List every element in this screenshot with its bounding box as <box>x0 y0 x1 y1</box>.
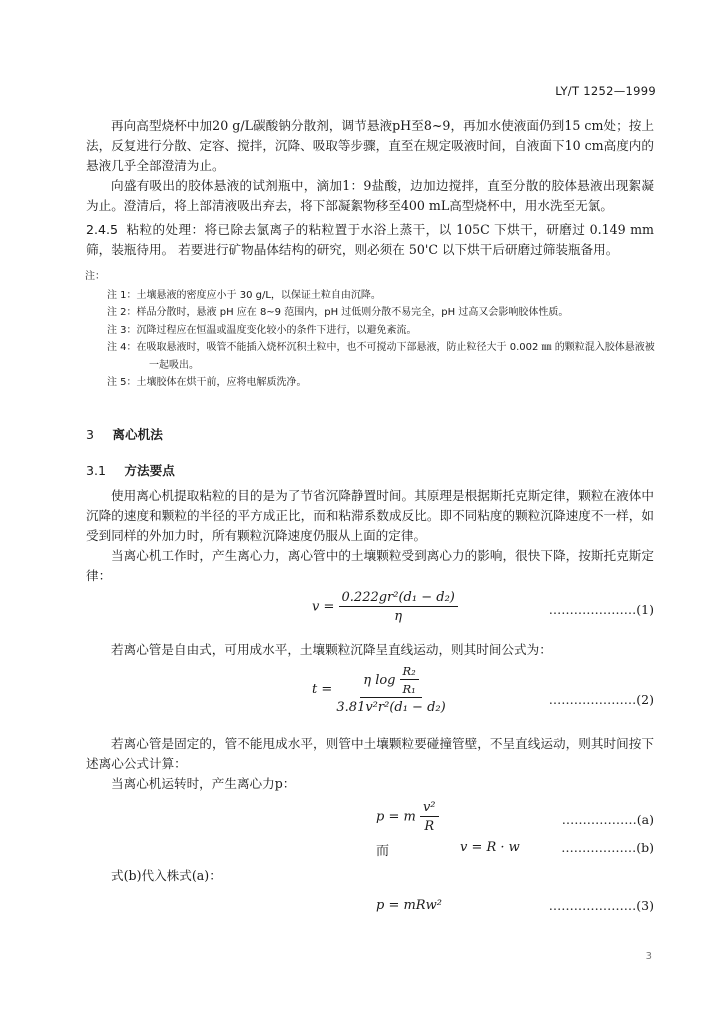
note-item: 注 2：样品分散时，悬液 pH 应在 8~9 范围内，pH 过低则分散不易完全，pH 过高又会影响胶体性质。 <box>107 307 569 318</box>
equation-lhs: t = <box>312 682 333 697</box>
notes-title: 注： <box>85 271 105 282</box>
note-item: 注 3：沉降过程应在恒温或温度变化较小的条件下进行，以避免紊流。 <box>107 324 417 336</box>
paragraph: 当离心机工作时，产生离心力，离心管中的土壤颗粒受到离心力的影响，很快下降，按斯托克斯定律： <box>86 548 654 583</box>
denominator: η <box>394 609 403 624</box>
fraction <box>420 800 439 834</box>
section-title: 方法要点 <box>124 463 175 478</box>
equation-number: ………………(b) <box>561 840 654 855</box>
equation-lhs: p = m <box>376 809 416 825</box>
note-item: 注 4：在吸取悬液时，吸管不能插入烧杯沉积土粒中，也不可搅动下部悬液，防止粒径大于 0.002 ㎜ 的颗粒混入胶体悬液被一起吸出。 <box>107 342 655 371</box>
paragraph-fixed <box>86 734 654 794</box>
paragraph: 式(b)代入株式(a)： <box>111 868 222 883</box>
section-3-heading <box>86 424 163 443</box>
numerator: 0.222gr²(d₁ − d₂) <box>339 590 458 607</box>
paragraph-sub <box>86 866 654 886</box>
equation-lhs: v = <box>312 599 335 615</box>
log-denominator: R₁ <box>402 682 416 696</box>
numerator <box>360 664 422 698</box>
equation-3: p = mRw² <box>376 898 442 913</box>
equation-number: …………………(1) <box>548 602 654 617</box>
section-title: 离心机法 <box>112 427 163 442</box>
page-number: 3 <box>645 951 652 962</box>
log-fraction <box>400 664 419 696</box>
equation-number: …………………(2) <box>548 692 654 707</box>
fraction <box>336 664 445 715</box>
section-3-1-heading <box>86 460 175 479</box>
denominator: 3.81v²r²(d₁ − d₂) <box>336 700 446 715</box>
method-paragraphs <box>86 486 654 586</box>
equation-b <box>376 840 520 859</box>
paragraph: 向盛有吸出的胶体悬液的试剂瓶中，滴加1：9盐酸，边加边搅拌，直至分散的胶体悬液出现絮凝为止。澄清后，将上部清液吸出弃去，将下部凝絮物移至400 mL高型烧杯中，用水洗至无氯。 <box>86 178 654 213</box>
paragraph: 再向高型烧杯中加20 g/L碳酸钠分散剂，调节悬液pH至8~9，再加水使液面仍到15 cm处；按上法，反复进行分散、定容、搅拌，沉降、吸取等步骤，直至在规定吸液时间，自液面下10 cm高度内的悬液几乎全部澄清为止。 <box>86 118 654 173</box>
section-text: 粘粒的处理：将已除去氯离子的粘粒置于水浴上蒸干，以 105C 下烘干，研磨过 0.149 mm 筛，装瓶待用。 若要进行矿物晶体结构的研究，则必须在 50'C 以下烘干后研磨过筛装瓶备用。 <box>86 222 654 257</box>
log-numerator: R₂ <box>400 664 419 680</box>
numerator: v² <box>420 800 439 817</box>
equation-1 <box>312 590 458 624</box>
paragraph: 若离心管是自由式，可用成水平，土壤颗粒沉降呈直线运动，则其时间公式为： <box>111 642 552 657</box>
equation-number: ………………(a) <box>561 812 654 827</box>
note-item: 注 5：土壤胶体在烘干前，应将电解质洗净。 <box>107 377 307 388</box>
paragraph: 使用离心机提取粘粒的目的是为了节省沉降静置时间。其原理是根据斯托克斯定律，颗粒在液体中沉降的速度和颗粒的半径的平方成正比，而和粘滞系数成反比。即不同粘度的颗粒沉降速度不一样，如受到同样的外加力时，所有颗粒沉降速度仍服从上面的定律。 <box>86 488 654 543</box>
denominator: R <box>424 819 435 834</box>
section-2-4-5 <box>86 220 654 260</box>
word-and: 而 <box>376 844 390 859</box>
equation-number: …………………(3) <box>548 898 654 913</box>
paragraph-eq2 <box>86 640 654 660</box>
paragraph: 若离心管是固定的，管不能甩成水平，则管中土壤颗粒要碰撞管壁，不呈直线运动，则其时间按下述离心公式计算： <box>86 736 654 771</box>
fraction <box>339 590 458 624</box>
equation-expr: v = R · w <box>460 840 520 855</box>
section-number: 3 <box>86 427 95 442</box>
equation-a <box>376 800 439 834</box>
notes-block <box>85 268 655 392</box>
log-term: η log <box>363 672 396 688</box>
top-paragraphs <box>86 116 654 216</box>
equation-2 <box>312 664 446 715</box>
section-number: 3.1 <box>86 463 107 478</box>
standard-code: LY/T 1252—1999 <box>555 84 656 98</box>
paragraph: 当离心机运转时，产生离心力p： <box>111 776 296 791</box>
note-item: 注 1：土壤悬液的密度应小于 30 g/L，以保证土粒自由沉降。 <box>107 289 381 301</box>
section-number: 2.4.5 <box>86 222 119 237</box>
